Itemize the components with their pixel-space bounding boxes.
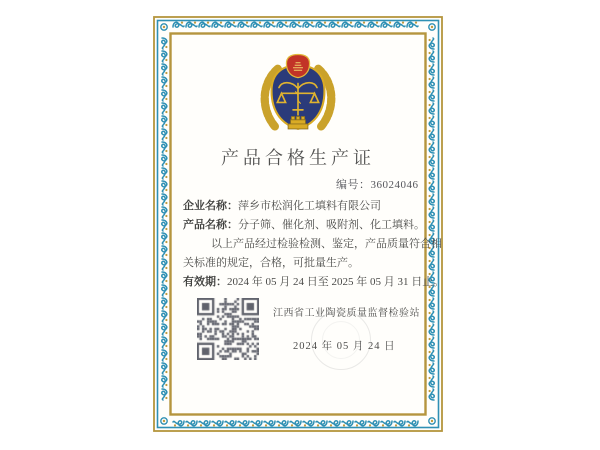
company-line (183, 197, 429, 216)
company-value: 萍乡市松润化工填料有限公司 (238, 200, 381, 212)
product-value: 分子筛、催化剂、吸附剂、化工填料。 (238, 219, 425, 231)
certificate-body (183, 197, 445, 292)
certificate-title: 产品合格生产证 (221, 148, 375, 168)
validity-label: 有效期： (183, 276, 227, 288)
product-line (183, 216, 429, 235)
certificate-number (336, 176, 419, 192)
quality-supervision-emblem-icon (256, 52, 340, 138)
statement-line-2: 关标准的规定，合格，可批量生产。 (183, 257, 359, 269)
qr-code (197, 298, 259, 360)
number-label: 编号： (336, 179, 371, 191)
certificate (153, 16, 443, 432)
issue-date: 2024 年 05 月 24 日 (293, 341, 396, 352)
number-value: 36024046 (370, 179, 419, 191)
issuer-name: 江西省工业陶瓷质量监督检验站 (273, 308, 420, 319)
statement-line-1: 以上产品经过检验检测、鉴定，产品质量符合相 (211, 238, 442, 250)
product-label: 产品名称： (183, 219, 238, 231)
company-label: 企业名称： (183, 200, 238, 212)
validity-line (183, 273, 445, 292)
validity-value: 2024 年 05 月 24 日至 2025 年 05 月 31 日止。 (227, 276, 445, 288)
